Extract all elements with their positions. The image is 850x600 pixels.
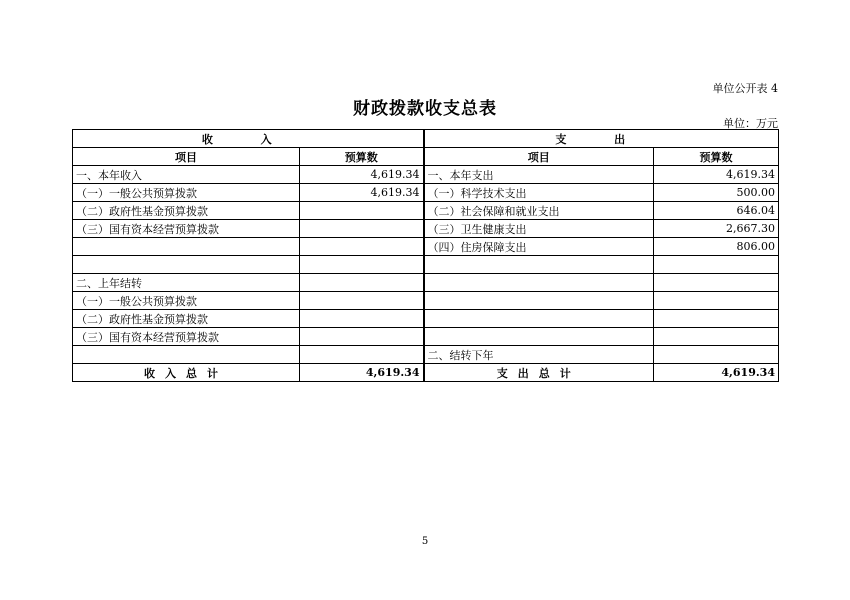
expense-item-column-header: 项目 [424,148,654,166]
expense-value-cell [654,292,779,310]
income-item-cell: （二）政府性基金预算拨款 [73,202,300,220]
expense-value-cell [654,346,779,364]
table-total-row [73,364,779,382]
income-value-cell [300,310,424,328]
income-item-cell: （三）国有资本经营预算拨款 [73,220,300,238]
budget-summary-table [72,129,779,382]
unit-label: 单位：万元 [723,117,778,130]
income-value-cell [300,292,424,310]
expense-item-cell: （一）科学技术支出 [424,184,654,202]
income-item-cell [73,346,300,364]
expense-value-cell: 500.00 [654,184,779,202]
expense-budget-column-header: 预算数 [654,148,779,166]
income-item-cell [73,256,300,274]
income-item-column-header: 项目 [73,148,300,166]
expense-value-cell: 806.00 [654,238,779,256]
expense-value-cell: 2,667.30 [654,220,779,238]
table-row [73,202,779,220]
income-value-cell [300,238,424,256]
income-value-cell [300,274,424,292]
table-row [73,328,779,346]
income-value-cell: 4,619.34 [300,166,424,184]
income-total-label: 收入总计 [73,364,300,382]
expense-item-cell [424,274,654,292]
expense-item-cell [424,292,654,310]
table-body [73,166,779,364]
income-value-cell [300,220,424,238]
expense-value-cell: 4,619.34 [654,166,779,184]
income-value-cell [300,328,424,346]
income-item-cell [73,238,300,256]
income-item-cell: 一、本年收入 [73,166,300,184]
expense-item-cell [424,328,654,346]
income-value-cell [300,256,424,274]
income-value-cell [300,346,424,364]
expense-value-cell [654,256,779,274]
expense-item-cell: （三）卫生健康支出 [424,220,654,238]
expense-total-value: 4,619.34 [654,364,779,382]
expense-value-cell [654,328,779,346]
table-row [73,310,779,328]
table-row [73,292,779,310]
page-number: 5 [421,536,429,547]
income-item-cell: 二、上年结转 [73,274,300,292]
table-row [73,238,779,256]
expense-item-cell: 一、本年支出 [424,166,654,184]
table-column-header-row [73,148,779,166]
income-item-cell: （一）一般公共预算拨款 [73,292,300,310]
expense-item-cell [424,256,654,274]
expense-total-label: 支出总计 [424,364,654,382]
document-title: 财政拨款收支总表 [353,99,497,119]
table-row [73,184,779,202]
income-budget-column-header: 预算数 [300,148,424,166]
expense-item-cell: （四）住房保障支出 [424,238,654,256]
table-row [73,166,779,184]
expense-value-cell: 646.04 [654,202,779,220]
income-section-header: 收 入 [73,130,424,148]
table-row [73,346,779,364]
income-item-cell: （一）一般公共预算拨款 [73,184,300,202]
income-value-cell [300,202,424,220]
expense-item-cell: （二）社会保障和就业支出 [424,202,654,220]
expense-item-cell: 二、结转下年 [424,346,654,364]
table-row [73,274,779,292]
income-total-value: 4,619.34 [300,364,424,382]
table-section-header-row [73,130,779,148]
expense-value-cell [654,274,779,292]
expense-section-header: 支 出 [424,130,779,148]
table-row [73,220,779,238]
table-row [73,256,779,274]
income-item-cell: （三）国有资本经营预算拨款 [73,328,300,346]
table-number: 单位公开表 4 [712,82,778,95]
income-item-cell: （二）政府性基金预算拨款 [73,310,300,328]
expense-item-cell [424,310,654,328]
expense-value-cell [654,310,779,328]
income-value-cell: 4,619.34 [300,184,424,202]
